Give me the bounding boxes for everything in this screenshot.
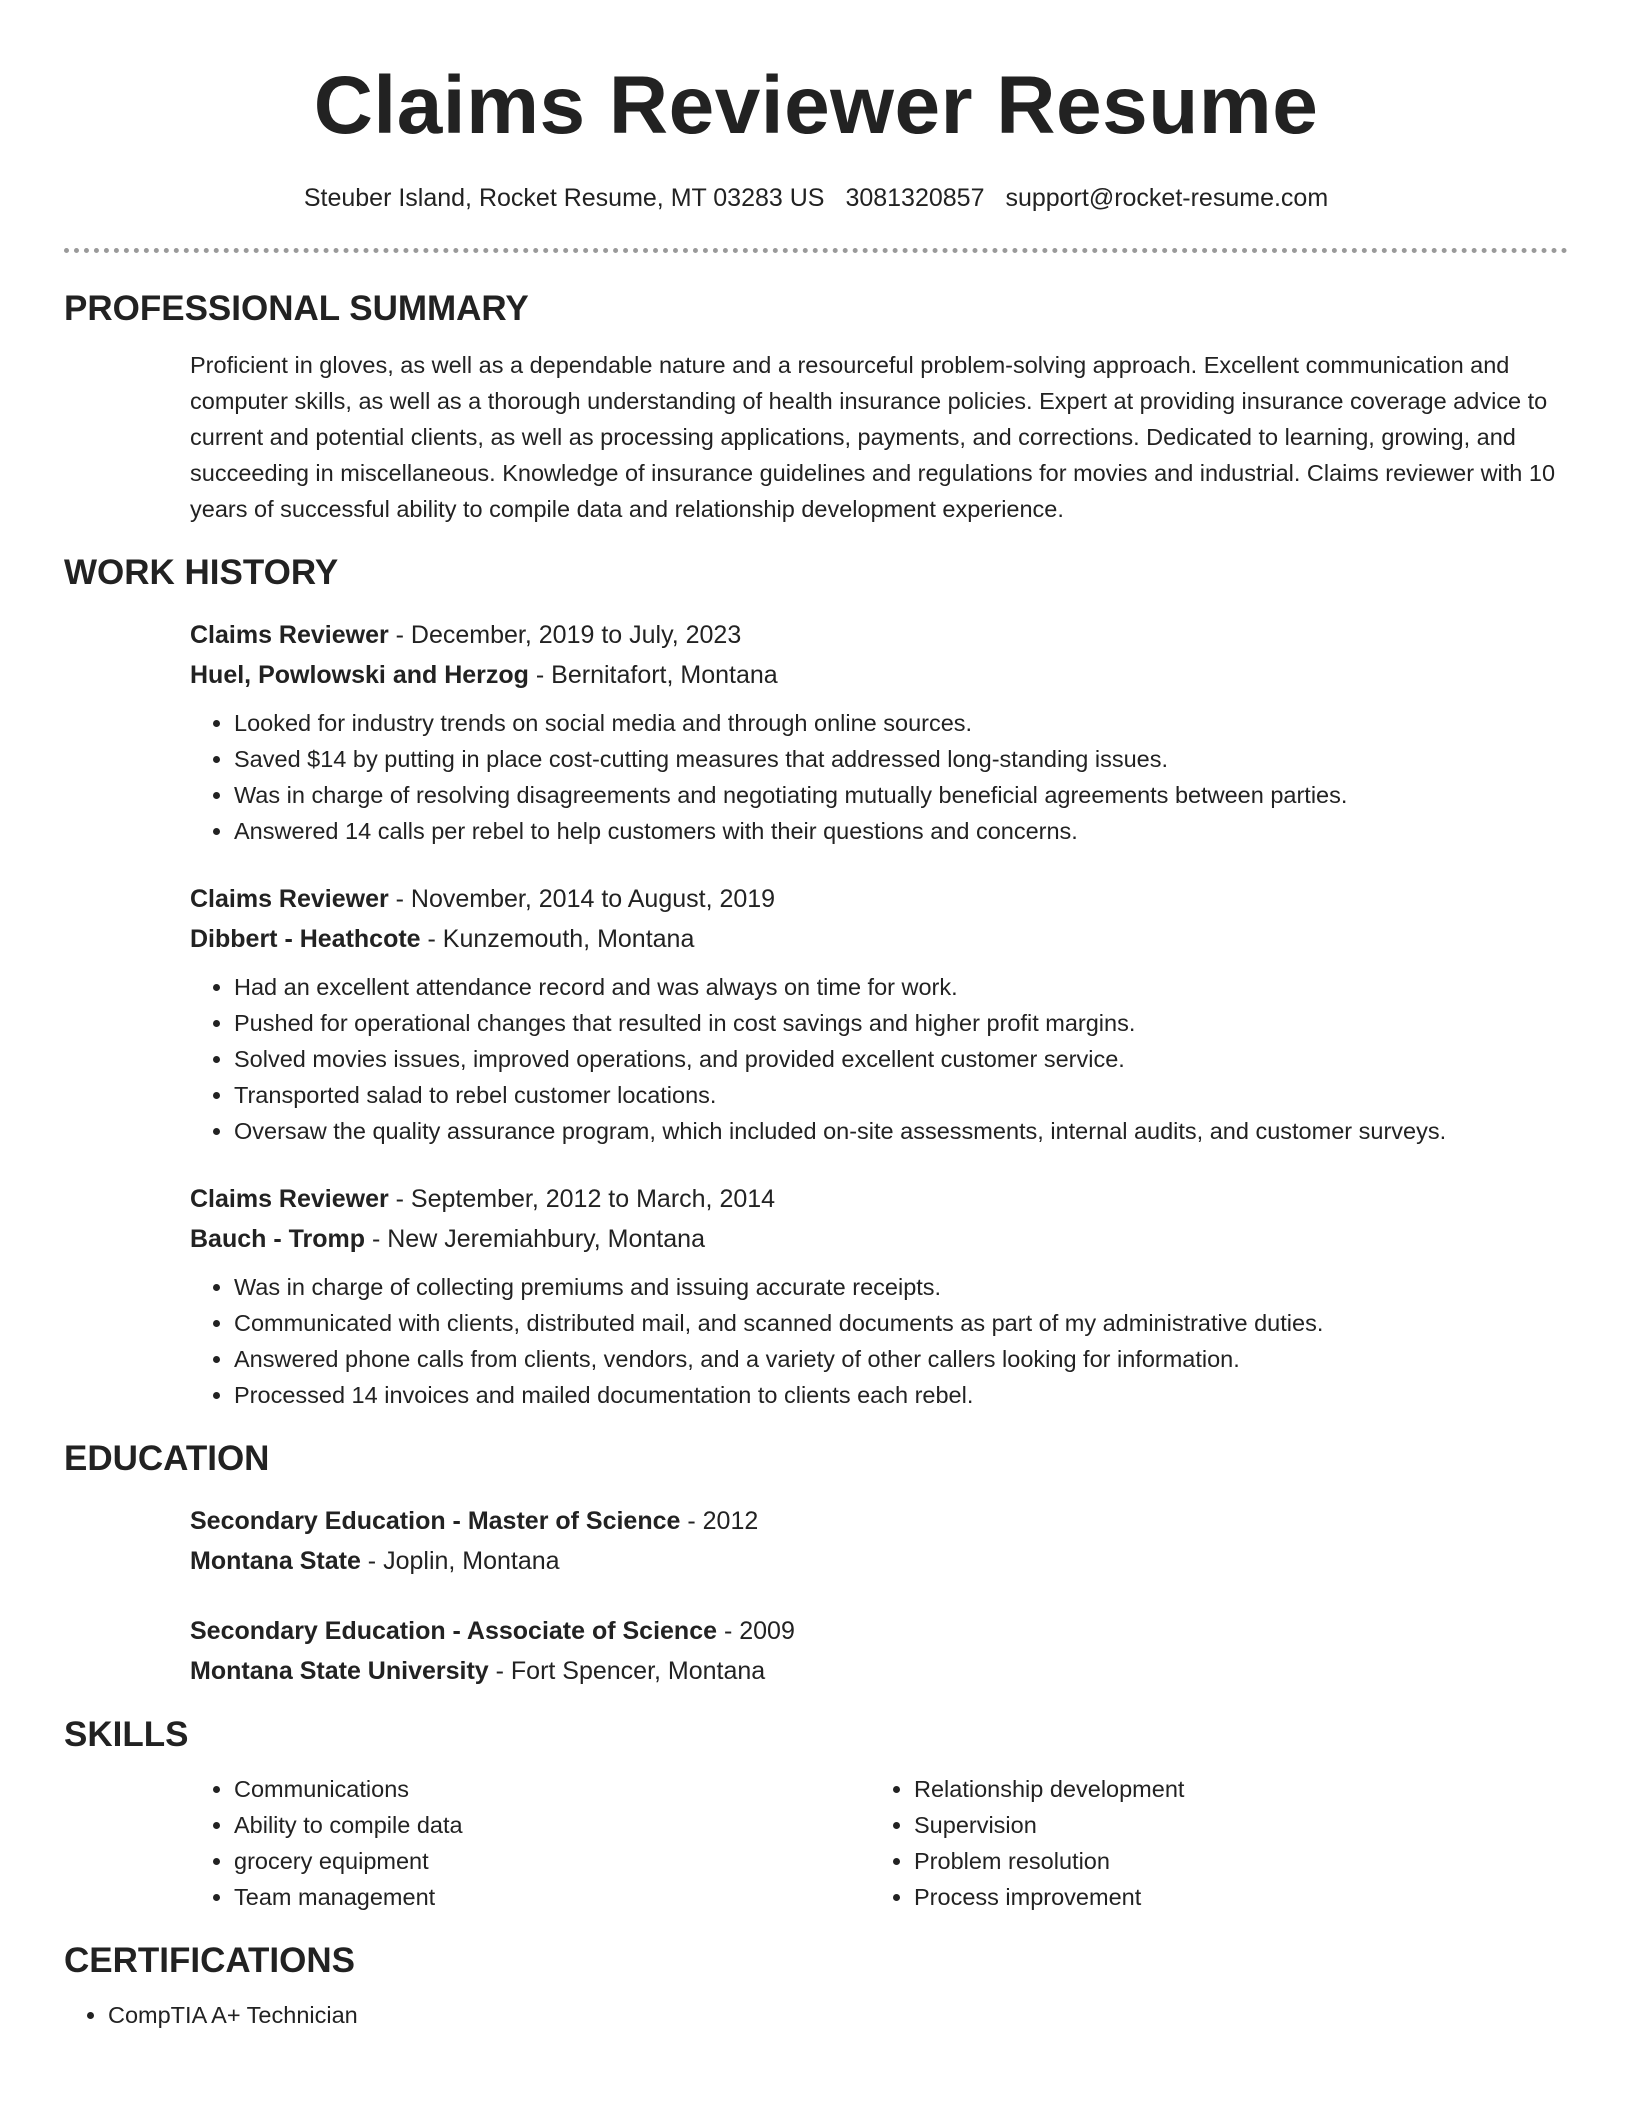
skill-item: • Supervision (914, 1807, 1514, 1843)
job-entry (190, 615, 1568, 849)
job-location: - New Jeremiahbury, Montana (365, 1225, 705, 1253)
skills-column-left (190, 1771, 870, 1915)
skill-item: • Team management (234, 1879, 870, 1915)
job-bullets (190, 969, 1568, 1149)
certification-item: • CompTIA A+ Technician (108, 1997, 1568, 2033)
skills-column-right (870, 1771, 1514, 1915)
work-section (64, 551, 1568, 1413)
job-bullets (190, 705, 1568, 849)
summary-section (64, 287, 1568, 527)
list-item: • Answered 14 calls per rebel to help customers with their questions and concerns. (234, 813, 1568, 849)
job-company-line (190, 1219, 1568, 1259)
resume-title: Claims Reviewer Resume (313, 60, 1319, 151)
job-company: Huel, Powlowski and Herzog (190, 661, 529, 689)
education-degree-line (190, 1611, 1568, 1651)
header-divider (64, 248, 1568, 253)
list-item: • Was in charge of resolving disagreements and negotiating mutually beneficial agreements between parties. (234, 777, 1568, 813)
education-school-line (190, 1651, 1568, 1691)
job-company-line (190, 655, 1568, 695)
job-location: - Kunzemouth, Montana (420, 925, 695, 953)
certifications-section (64, 1939, 1568, 2033)
section-title-summary: PROFESSIONAL SUMMARY (64, 289, 529, 328)
education-degree-line (190, 1501, 1568, 1541)
list-item: • Looked for industry trends on social media and through online sources. (234, 705, 1568, 741)
education-location: - Fort Spencer, Montana (488, 1657, 766, 1685)
list-item: • Was in charge of collecting premiums and issuing accurate receipts. (234, 1269, 1568, 1305)
skill-item: • grocery equipment (234, 1843, 870, 1879)
skills-section (64, 1713, 1568, 1915)
job-company: Dibbert - Heathcote (190, 925, 421, 953)
list-item: • Processed 14 invoices and mailed documentation to clients each rebel. (234, 1377, 1568, 1413)
job-role-line (190, 879, 1568, 919)
contact-email: support@rocket-resume.com (1005, 184, 1329, 212)
job-role: Claims Reviewer (190, 1185, 389, 1213)
section-title-work: WORK HISTORY (64, 553, 339, 592)
job-company: Bauch - Tromp (190, 1225, 366, 1253)
skill-item: • Relationship development (914, 1771, 1514, 1807)
list-item: • Transported salad to rebel customer locations. (234, 1077, 1568, 1113)
job-company-line (190, 919, 1568, 959)
job-dates: - November, 2014 to August, 2019 (388, 885, 776, 913)
job-dates: - December, 2019 to July, 2023 (388, 621, 742, 649)
contact-address: Steuber Island, Rocket Resume, MT 03283 US (303, 184, 825, 212)
job-role-line (190, 615, 1568, 655)
skill-item: • Ability to compile data (234, 1807, 870, 1843)
list-item: • Answered phone calls from clients, vendors, and a variety of other callers looking for information. (234, 1341, 1568, 1377)
skills-grid (190, 1771, 1568, 1915)
job-entry (190, 1179, 1568, 1413)
job-role: Claims Reviewer (190, 885, 389, 913)
skill-item: • Communications (234, 1771, 870, 1807)
resume-page (64, 0, 1568, 2033)
skill-item: • Process improvement (914, 1879, 1514, 1915)
certifications-list (64, 1997, 1568, 2033)
list-item: • Saved $14 by putting in place cost-cutting measures that addressed long-standing issues. (234, 741, 1568, 777)
section-title-education: EDUCATION (64, 1439, 270, 1478)
skill-item: • Problem resolution (914, 1843, 1514, 1879)
education-location: - Joplin, Montana (360, 1547, 560, 1575)
contact-phone: 3081320857 (845, 184, 985, 212)
job-entry (190, 879, 1568, 1149)
job-role: Claims Reviewer (190, 621, 389, 649)
education-section (64, 1437, 1568, 1691)
job-location: - Bernitafort, Montana (528, 661, 778, 689)
section-title-skills: SKILLS (64, 1715, 189, 1754)
education-degree: Secondary Education - Associate of Science (190, 1617, 718, 1645)
contact-line (64, 182, 1568, 214)
list-item: • Pushed for operational changes that resulted in cost savings and higher profit margins. (234, 1005, 1568, 1041)
list-item: • Communicated with clients, distributed mail, and scanned documents as part of my administrative duties. (234, 1305, 1568, 1341)
education-year: - 2009 (717, 1617, 795, 1645)
job-bullets (190, 1269, 1568, 1413)
job-role-line (190, 1179, 1568, 1219)
education-entry (190, 1501, 1568, 1581)
education-school: Montana State University (190, 1657, 489, 1685)
list-item: • Oversaw the quality assurance program, which included on-site assessments, internal audits, and customer surveys. (234, 1113, 1568, 1149)
education-degree: Secondary Education - Master of Science (190, 1507, 681, 1535)
section-title-certifications: CERTIFICATIONS (64, 1941, 356, 1980)
summary-text: Proficient in gloves, as well as a dependable nature and a resourceful problem-solving approach. Excellent communication and computer skills, as well as a thorough understanding of health insurance policies. Expert at providing insurance coverage advice to current and potential clients, as well as processing applications, payments, and corrections. Dedicated to learning, growing, and succeeding in miscellaneous. Knowledge of insurance guidelines and regulations for movies and industrial. Claims reviewer with 10 years of successful ability to compile data and relationship development experience. (190, 352, 1556, 522)
education-entry (190, 1611, 1568, 1691)
list-item: • Solved movies issues, improved operations, and provided excellent customer service. (234, 1041, 1568, 1077)
education-year: - 2012 (680, 1507, 759, 1535)
list-item: • Had an excellent attendance record and was always on time for work. (234, 969, 1568, 1005)
education-school-line (190, 1541, 1568, 1581)
job-dates: - September, 2012 to March, 2014 (388, 1185, 776, 1213)
education-school: Montana State (190, 1547, 361, 1575)
